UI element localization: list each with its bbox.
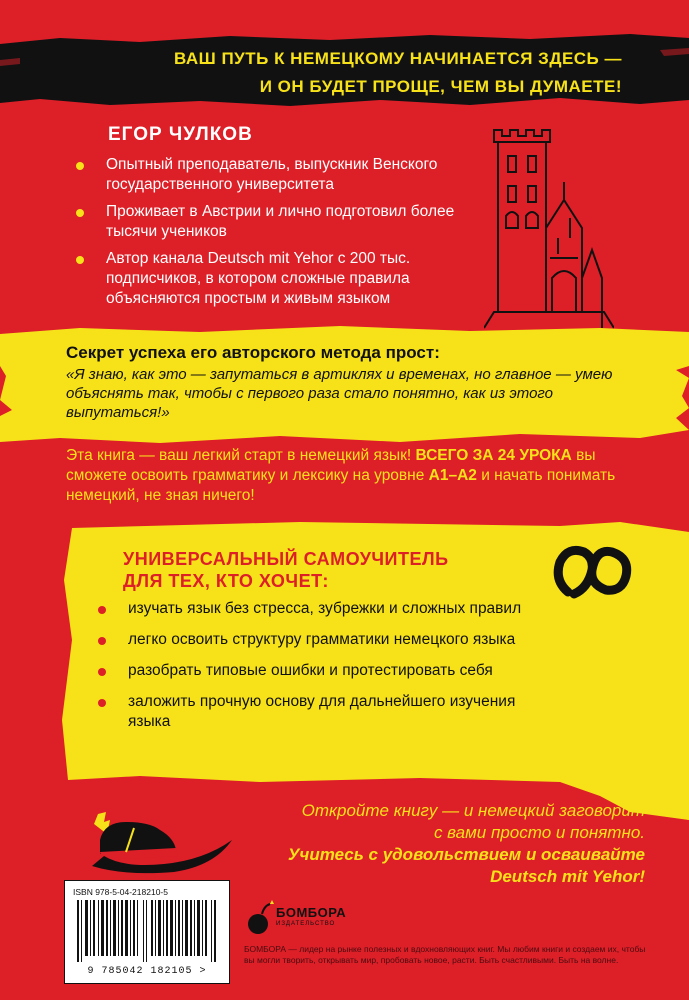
bullet-dot-icon xyxy=(76,162,84,170)
header-line-1: ВАШ ПУТЬ К НЕМЕЦКОМУ НАЧИНАЕТСЯ ЗДЕСЬ — xyxy=(173,49,622,68)
bio-item: Автор канала Deutsch mit Yehor с 200 тыс. подписчиков, в котором сложные правила объясняются простым и живым языком xyxy=(76,249,496,309)
secret-quote: «Я знаю, как это — запутаться в артиклях и временах, но главное — умею объяснять так, чтобы с первого раза стало понятно, как из этого выпутаться!» xyxy=(66,366,613,421)
isbn-barcode-box xyxy=(64,880,230,984)
barcode-digits: 9 785042 182105 > xyxy=(87,966,207,977)
intro-lessons-highlight: ВСЕГО ЗА 24 УРОКА xyxy=(415,447,572,464)
tyrolean-hat-icon xyxy=(64,810,234,876)
list-item: легко освоить структуру грамматики немецкого языка xyxy=(98,630,538,650)
isbn-label: ISBN 978-5-04-218210-5 xyxy=(73,887,168,897)
bullet-dot-icon xyxy=(98,606,106,614)
bio-item: Проживает в Австрии и лично подготовил более тысячи учеников xyxy=(76,202,496,242)
bio-item: Опытный преподаватель, выпускник Венского государственного университета xyxy=(76,155,496,195)
list-item: изучать язык без стресса, зубрежки и сложных правил xyxy=(98,599,538,619)
list-item: разобрать типовые ошибки и протестировать себя xyxy=(98,661,538,681)
publisher-name: БОМБОРА xyxy=(276,905,347,920)
bullet-dot-icon xyxy=(98,699,106,707)
secret-heading: Секрет успеха его авторского метода прост: xyxy=(66,343,440,362)
closing-text: Откройте книгу — и немецкий заговорит с вами просто и понятно. Учитесь с удовольствием и осваивайте Deutsch mit Yehor! xyxy=(287,801,645,886)
publisher-logo-icon xyxy=(244,898,274,938)
intro-paragraph: Эта книга — ваш легкий старт в немецкий язык! ВСЕГО ЗА 24 УРОКА вы сможете освоить грамматику и лексику на уровне А1–А2 и начать понимать немецкий, не зная ничего! xyxy=(66,447,616,504)
bullet-dot-icon xyxy=(76,256,84,264)
selfstudy-heading: УНИВЕРСАЛЬНЫЙ САМОУЧИТЕЛЬ ДЛЯ ТЕХ, КТО ХОЧЕТ: xyxy=(123,549,449,591)
publisher-subtitle: ИЗДАТЕЛЬСТВО xyxy=(276,921,336,927)
bullet-dot-icon xyxy=(98,637,106,645)
author-bio-list xyxy=(76,155,496,316)
pretzel-icon xyxy=(550,540,634,600)
publisher-description: БОМБОРА — лидер на рынке полезных и вдохновляющих книг. Мы любим книги и создаем их, чтобы вы могли творить, открывать мир, пробовать новое, расти. Быть счастливыми. Быть на волне. xyxy=(244,944,646,965)
bullet-dot-icon xyxy=(98,668,106,676)
intro-level-highlight: А1–А2 xyxy=(428,467,477,484)
author-name: ЕГОР ЧУЛКОВ xyxy=(108,124,253,145)
selfstudy-list xyxy=(98,599,538,743)
list-item: заложить прочную основу для дальнейшего изучения языка xyxy=(98,692,538,732)
header-line-2: И ОН БУДЕТ ПРОЩЕ, ЧЕМ ВЫ ДУМАЕТЕ! xyxy=(259,77,622,96)
bullet-dot-icon xyxy=(76,209,84,217)
castle-tower-icon xyxy=(484,128,614,348)
barcode-icon xyxy=(77,900,219,962)
